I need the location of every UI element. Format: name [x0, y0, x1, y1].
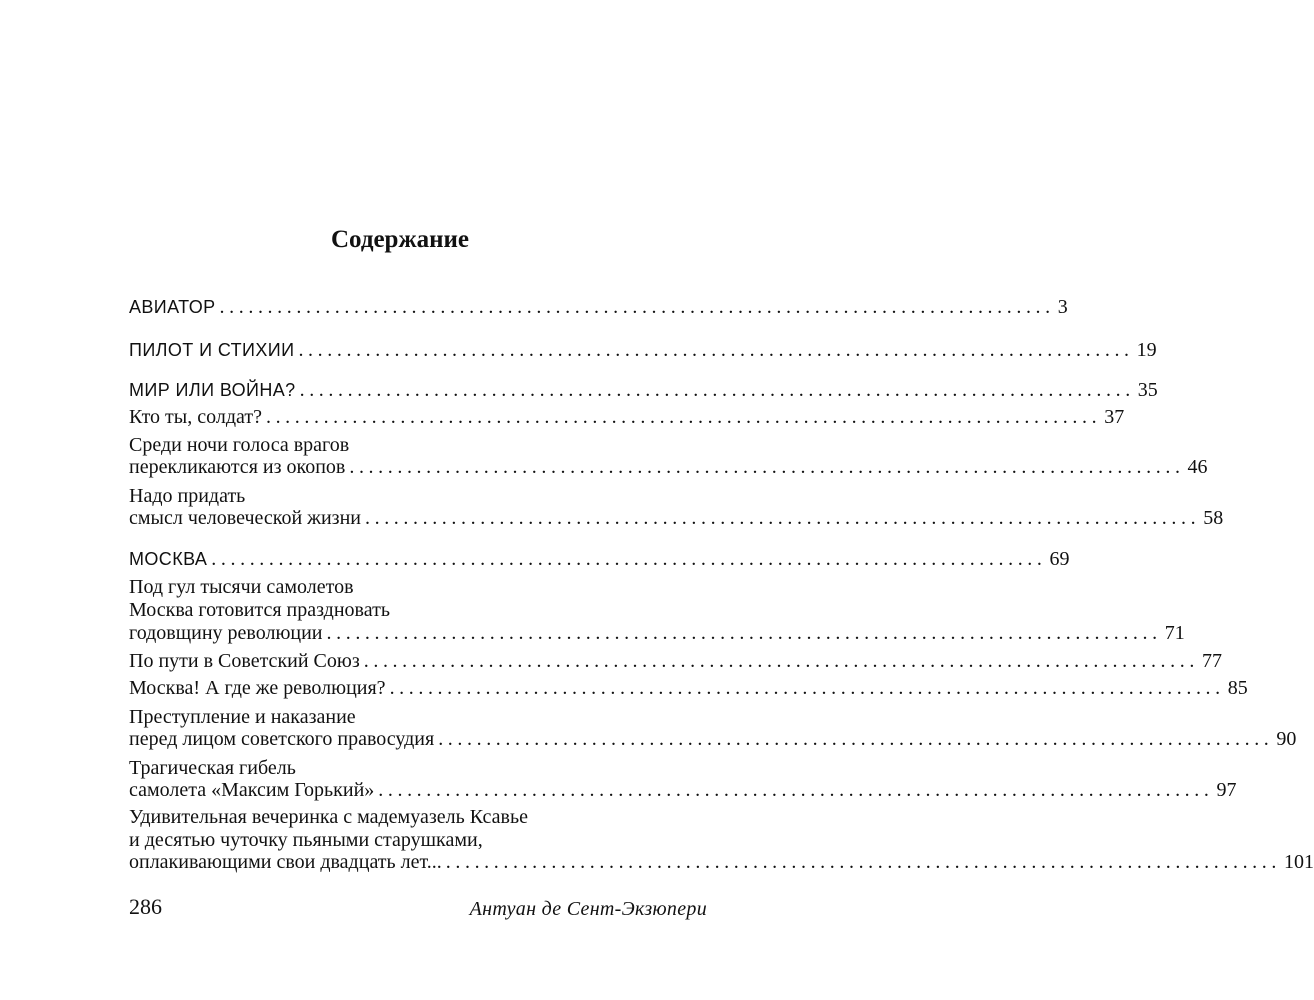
- toc-entry: [129, 675, 1248, 701]
- dot-leader: .......................................................................................: [349, 456, 1185, 478]
- toc-entry-line: Надо придать: [129, 485, 246, 507]
- toc-entry: [129, 377, 1158, 403]
- toc-entry-line: и десятью чуточку пьяными старушками,: [129, 829, 483, 851]
- toc-page-number: 90: [1276, 728, 1297, 750]
- toc-entry: [129, 726, 1297, 752]
- toc-page-number: 77: [1201, 650, 1222, 672]
- toc-entry-title: По пути в Советский Союз: [129, 650, 360, 672]
- toc-page-number: 19: [1136, 339, 1157, 361]
- footer-page-number: 286: [129, 894, 162, 919]
- dot-leader: .......................................................................................: [299, 379, 1135, 401]
- toc-entry-line: Под гул тысячи самолетов: [129, 576, 354, 598]
- toc-entry-title: оплакивающими свои двадцать лет...: [129, 851, 442, 873]
- dot-leader: .......................................................................................: [363, 650, 1199, 672]
- toc-entry-line: Преступление и наказание: [129, 706, 356, 728]
- toc-entry: [129, 454, 1208, 480]
- toc-entry: [129, 294, 1068, 320]
- toc-entry: [129, 546, 1070, 572]
- toc-entry-line: Трагическая гибель: [129, 757, 296, 779]
- toc-entry-title: АВИАТОР: [129, 297, 216, 317]
- toc-page-number: 46: [1187, 456, 1208, 478]
- footer-author: Антуан де Сент-Экзюпери: [469, 898, 707, 920]
- dot-leader: .......................................................................................: [389, 677, 1225, 699]
- toc-entry-title: смысл человеческой жизни: [129, 507, 361, 529]
- toc-entry-title: МОСКВА: [129, 549, 208, 569]
- dot-leader: .......................................................................................: [298, 339, 1134, 361]
- toc-page-number: 3: [1057, 296, 1068, 318]
- dot-leader: .......................................................................................: [445, 851, 1281, 873]
- toc-page-number: 101: [1283, 851, 1314, 873]
- toc-entry-title: МИР ИЛИ ВОЙНА?: [129, 380, 296, 400]
- toc-page-number: 97: [1216, 779, 1237, 801]
- toc-entry-title: самолета «Максим Горький»: [129, 779, 375, 801]
- toc-entry-title: перекликаются из окопов: [129, 456, 346, 478]
- dot-leader: .......................................................................................: [326, 622, 1162, 644]
- dot-leader: .......................................................................................: [365, 507, 1201, 529]
- toc-entry-line: Удивительная вечеринка с мадемуазель Ксавье: [129, 806, 528, 828]
- toc-entry: [129, 620, 1185, 646]
- toc-entry: [129, 404, 1125, 430]
- toc-page-number: 71: [1164, 622, 1185, 644]
- table-of-contents: [129, 0, 1314, 1000]
- toc-page-number: 58: [1203, 507, 1224, 529]
- dot-leader: .......................................................................................: [378, 779, 1214, 801]
- toc-entry: [129, 505, 1224, 531]
- toc-entry-title: перед лицом советского правосудия: [129, 728, 435, 750]
- toc-entry: [129, 849, 1314, 875]
- toc-entry-line: Среди ночи голоса врагов: [129, 434, 350, 456]
- toc-entry: [129, 337, 1157, 363]
- dot-leader: .......................................................................................: [265, 406, 1102, 428]
- toc-page-number: 35: [1137, 379, 1158, 401]
- dot-leader: .......................................................................................: [219, 296, 1055, 318]
- page-title: Содержание: [330, 226, 469, 253]
- toc-page-number: 69: [1049, 548, 1070, 570]
- toc-entry: [129, 648, 1222, 674]
- toc-entry-title: Москва! А где же революция?: [129, 677, 386, 699]
- dot-leader: .......................................................................................: [211, 548, 1047, 570]
- toc-page-number: 37: [1104, 406, 1125, 428]
- toc-entry: [129, 777, 1237, 803]
- toc-page-number: 85: [1227, 677, 1248, 699]
- toc-entry-line: Москва готовится праздновать: [129, 599, 390, 621]
- toc-entry-title: годовщину революции: [129, 622, 323, 644]
- dot-leader: .......................................................................................: [438, 728, 1274, 750]
- toc-entry-title: ПИЛОТ И СТИХИИ: [129, 340, 295, 360]
- toc-entry-title: Кто ты, солдат?: [129, 406, 262, 428]
